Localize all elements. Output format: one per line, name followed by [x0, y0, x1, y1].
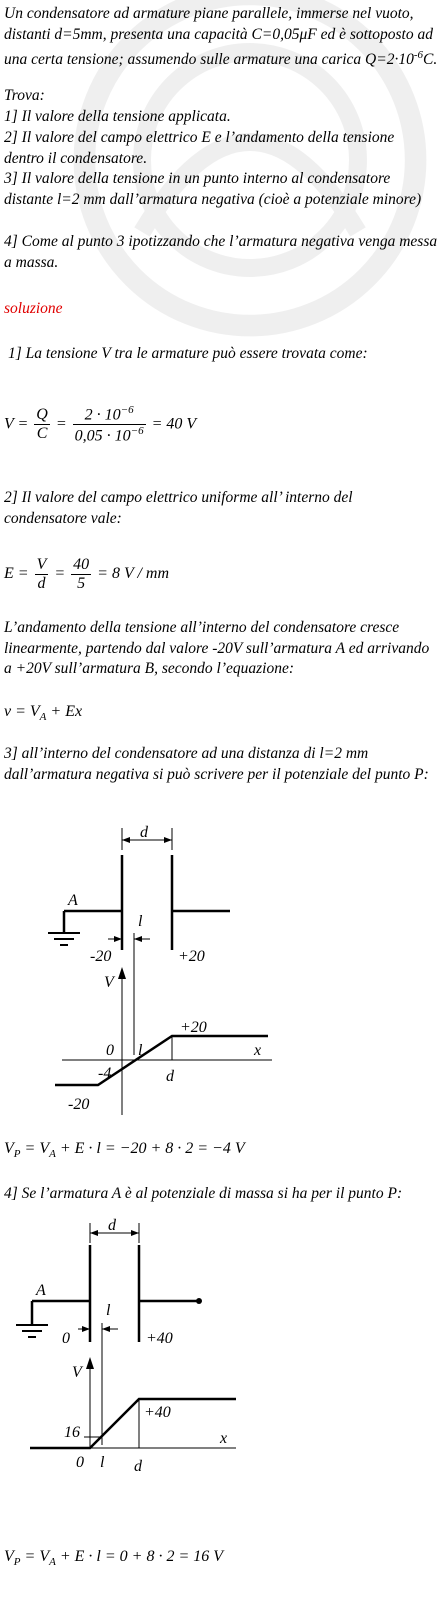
d2-label-p40b: +40	[144, 1404, 171, 1421]
d1-label-m20b: -20	[68, 1096, 90, 1113]
d2-label-d: d	[108, 1217, 116, 1234]
d1-label-lb: l	[138, 1042, 143, 1059]
d2-label-db: d	[134, 1458, 142, 1475]
solution-heading: soluzione	[4, 300, 63, 317]
d2-label-A: A	[36, 1282, 46, 1299]
d2-label-16: 16	[64, 1424, 80, 1441]
d1-label-m20: -20	[90, 948, 112, 965]
d2-label-x: x	[220, 1430, 228, 1447]
diagram-step3	[0, 815, 444, 1145]
step3-text: 3] all’interno del condensatore ad una distanza di l=2 mm dall’armatura negativa si può scrivere per il potenziale del punto P:	[4, 745, 429, 783]
problem-intro: Un condensatore ad armature piane parallele, immerse nel vuoto, distanti d=5mm, presenta una capacità C=0,05μF ed è sottoposto ad una certa tensione; assumendo sulle armature una carica $Q=2\cdot 10^{-6}C$.	[4, 5, 438, 69]
d1-label-A: A	[68, 892, 78, 909]
question-4: 4] Come al punto 3 ipotizzando che l’armatura negativa venga messa a massa.	[4, 233, 438, 271]
step4-text: 4] Se l’armatura A è al potenziale di massa si ha per il punto P:	[4, 1185, 403, 1202]
d2-label-zero: 0	[62, 1330, 70, 1347]
problem-trova: Trova:	[4, 87, 45, 104]
step1-text: 1] La tensione V tra le armature può essere trovata come:	[8, 345, 368, 362]
d2-label-lb: l	[100, 1454, 105, 1471]
d1-label-p20b: +20	[180, 1019, 207, 1036]
d1-label-zero: 0	[106, 1042, 114, 1059]
d1-label-db: d	[166, 1068, 174, 1085]
question-2: 2] Il valore del campo elettrico E e l’andamento della tensione dentro il condensatore.	[4, 129, 395, 167]
d1-label-x: x	[254, 1042, 262, 1059]
step2-andamento: L’andamento della tensione all’interno del condensatore cresce linearmente, partendo dal valore -20V sull’armatura A ed arrivando a +20V sull’armatura B, secondo l’equazione:	[4, 619, 430, 677]
d1-label-m4: -4	[98, 1065, 112, 1082]
step2-equation: E = $\frac{V}{d}$ = $\frac{40}{5}$ = 8 V / mm	[4, 556, 169, 592]
step2-text: 2] Il valore del campo elettrico uniforme all’ interno del condensatore vale:	[4, 489, 353, 527]
d2-label-zerob: 0	[76, 1454, 84, 1471]
question-1: 1] Il valore della tensione applicata.	[4, 108, 231, 125]
step4-equation: $V_P = V_A + E \cdot l = 0 + 8 \cdot 2 = 16$ V	[4, 1548, 224, 1569]
question-3: 3] Il valore della tensione in un punto interno al condensatore distante l=2 mm dall’armatura negativa (cioè a potenziale minore)	[4, 170, 422, 208]
step3-equation: $V_P = V_A + E \cdot l = -20 + 8 \cdot 2 = -4$ V	[4, 1140, 245, 1161]
step1-equation: V = $\frac{Q}{C}$ = $\frac{2 \cdot 10^{-6}}{0,05 \cdot 10^{-6}}$ = 40 V	[4, 404, 197, 445]
d1-label-l: l	[138, 913, 143, 930]
step2-voltage-equation: $v = V_A + Ex$	[4, 703, 83, 724]
diagram-step4	[0, 1215, 444, 1490]
d2-label-V: V	[72, 1364, 82, 1381]
d2-label-p40: +40	[146, 1330, 173, 1347]
d1-label-d: d	[140, 824, 148, 841]
d1-label-V: V	[104, 974, 114, 991]
d2-label-l: l	[106, 1302, 111, 1319]
d1-label-p20: +20	[178, 948, 205, 965]
